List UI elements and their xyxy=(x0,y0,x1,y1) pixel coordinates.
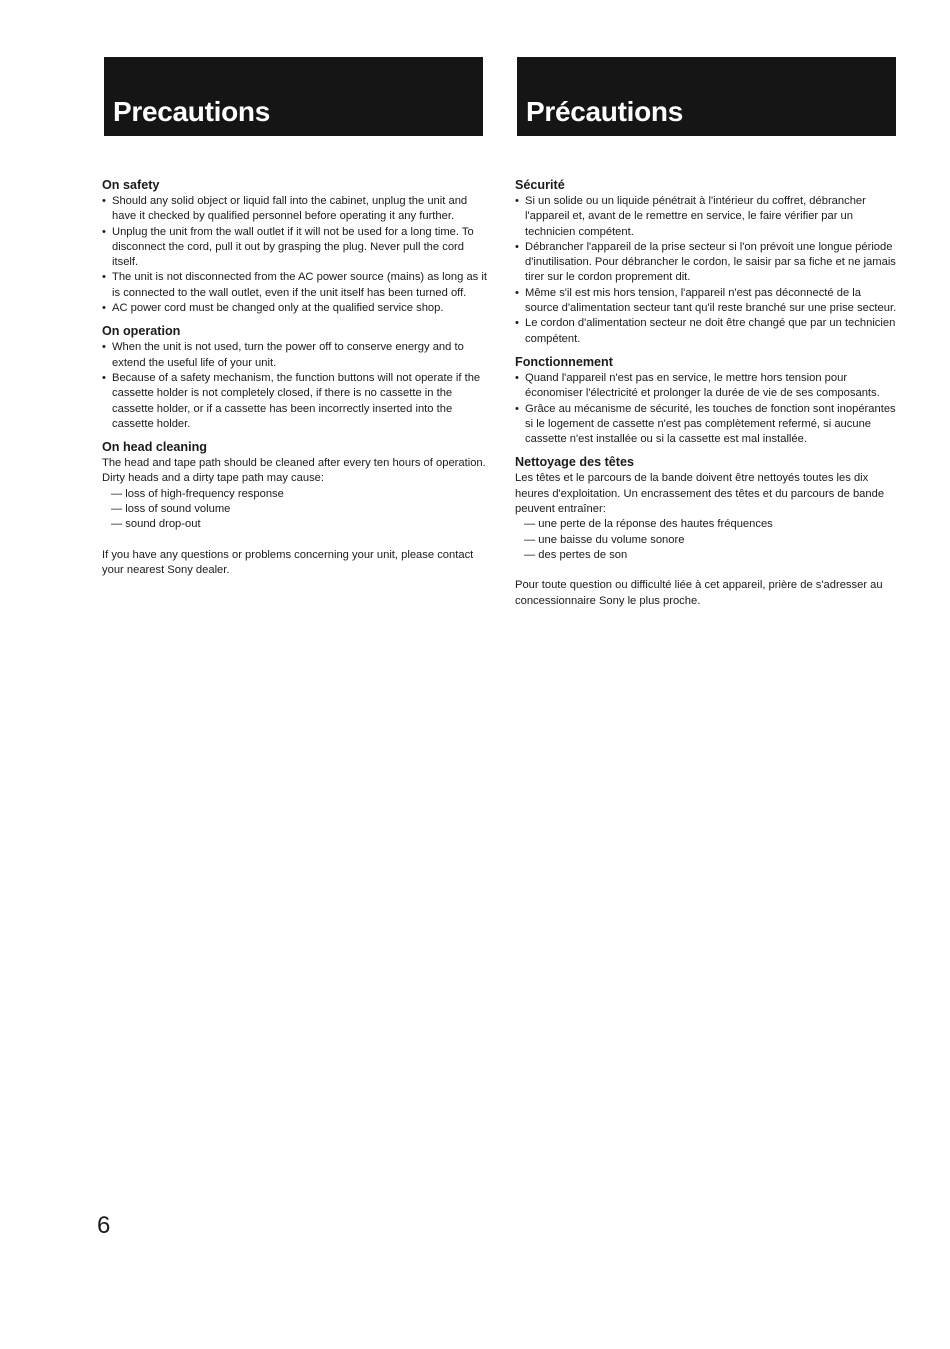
english-column xyxy=(102,177,487,578)
list-item: • AC power cord must be changed only at the qualified service shop. xyxy=(102,301,487,316)
list-item: — sound drop-out xyxy=(111,518,201,531)
section-heading: Fonctionnement xyxy=(515,354,613,369)
page-title-french: Précautions xyxy=(526,96,683,127)
bullet-list xyxy=(102,194,487,316)
bullet-list xyxy=(102,340,487,432)
dash-list xyxy=(515,517,897,563)
list-item: • The unit is not disconnected from the AC power source (mains) as long as it is connected to the wall outlet, even if the unit itself has been turned off. xyxy=(102,270,487,301)
safety-section xyxy=(515,177,897,347)
list-item: • When the unit is not used, turn the power off to conserve energy and to extend the useful life of your unit. xyxy=(102,340,487,371)
operation-section xyxy=(102,323,487,432)
section-heading: On safety xyxy=(102,178,160,192)
list-item: — une perte de la réponse des hautes fréquences xyxy=(524,518,773,531)
list-item: • Because of a safety mechanism, the function buttons will not operate if the cassette holder is not completely closed, if there is no cassette in the cassette holder, or if a cassette has been incorrectly inserted into the cassette holder. xyxy=(102,371,487,432)
list-item: — loss of high-frequency response xyxy=(111,487,284,500)
french-column xyxy=(515,177,897,609)
list-item: • Grâce au mécanisme de sécurité, les touches de fonction sont inopérantes si le logement de cassette n'est pas complètement refermé, si aucune cassette n'est installée ou si la cassette est mal installée. xyxy=(515,402,897,448)
section-heading: On head cleaning xyxy=(102,440,207,455)
list-item: • Quand l'appareil n'est pas en service, le mettre hors tension pour économiser l'électricité et prolonger la durée de vie de ses composants. xyxy=(515,371,897,402)
list-item: • Si un solide ou un liquide pénétrait à l'intérieur du coffret, débrancher l'appareil et, avant de le remettre en service, le faire vérifier par un technicien compétent. xyxy=(515,194,897,240)
cleaning-section xyxy=(102,439,487,532)
list-item: • Should any solid object or liquid fall into the cabinet, unplug the unit and have it checked by qualified personnel before operating it any further. xyxy=(102,194,487,225)
title-banner-french xyxy=(517,57,896,136)
list-item: • Unplug the unit from the wall outlet if it will not be used for a long time. To disconnect the cord, pull it out by grasping the plug. Never pull the cord itself. xyxy=(102,225,487,271)
title-banner-english xyxy=(104,57,483,136)
cleaning-intro: The head and tape path should be cleaned after every ten hours of operation. Dirty heads and a dirty tape path may cause: xyxy=(102,457,486,485)
section-heading: Sécurité xyxy=(515,178,565,192)
list-item: • Débrancher l'appareil de la prise secteur si l'on prévoit une longue période d'inutilisation. Pour débrancher le cordon, le saisir par sa fiche et ne jamais tirer sur le cordon proprement dit. xyxy=(515,240,897,286)
dash-list xyxy=(102,487,487,533)
bullet-list xyxy=(515,371,897,447)
cleaning-section xyxy=(515,454,897,563)
section-heading: On operation xyxy=(102,324,181,339)
page-number: 6 xyxy=(97,1212,111,1239)
closing-note: Pour toute question ou difficulté liée à cet appareil, prière de s'adresser au concessionnaire Sony le plus proche. xyxy=(515,579,883,607)
list-item: — loss of sound volume xyxy=(111,503,231,516)
bullet-list xyxy=(515,194,897,347)
section-heading: Nettoyage des têtes xyxy=(515,455,634,470)
list-item: • Le cordon d'alimentation secteur ne doit être changé que par un technicien compétent. xyxy=(515,316,897,347)
list-item: — une baisse du volume sonore xyxy=(524,533,685,546)
list-item: • Même s'il est mis hors tension, l'appareil n'est pas déconnecté de la source d'alimentation secteur tant qu'il reste branché sur une prise secteur. xyxy=(515,286,897,317)
operation-section xyxy=(515,354,897,447)
page-title-english: Precautions xyxy=(113,96,270,127)
closing-note: If you have any questions or problems concerning your unit, please contact your nearest Sony dealer. xyxy=(102,548,474,576)
safety-section xyxy=(102,177,487,316)
cleaning-intro: Les têtes et le parcours de la bande doivent être nettoyés toutes les dix heures d'exploitation. Un encrassement des têtes et du parcours de bande peuvent entraîner: xyxy=(515,472,885,516)
list-item: — des pertes de son xyxy=(524,548,628,561)
